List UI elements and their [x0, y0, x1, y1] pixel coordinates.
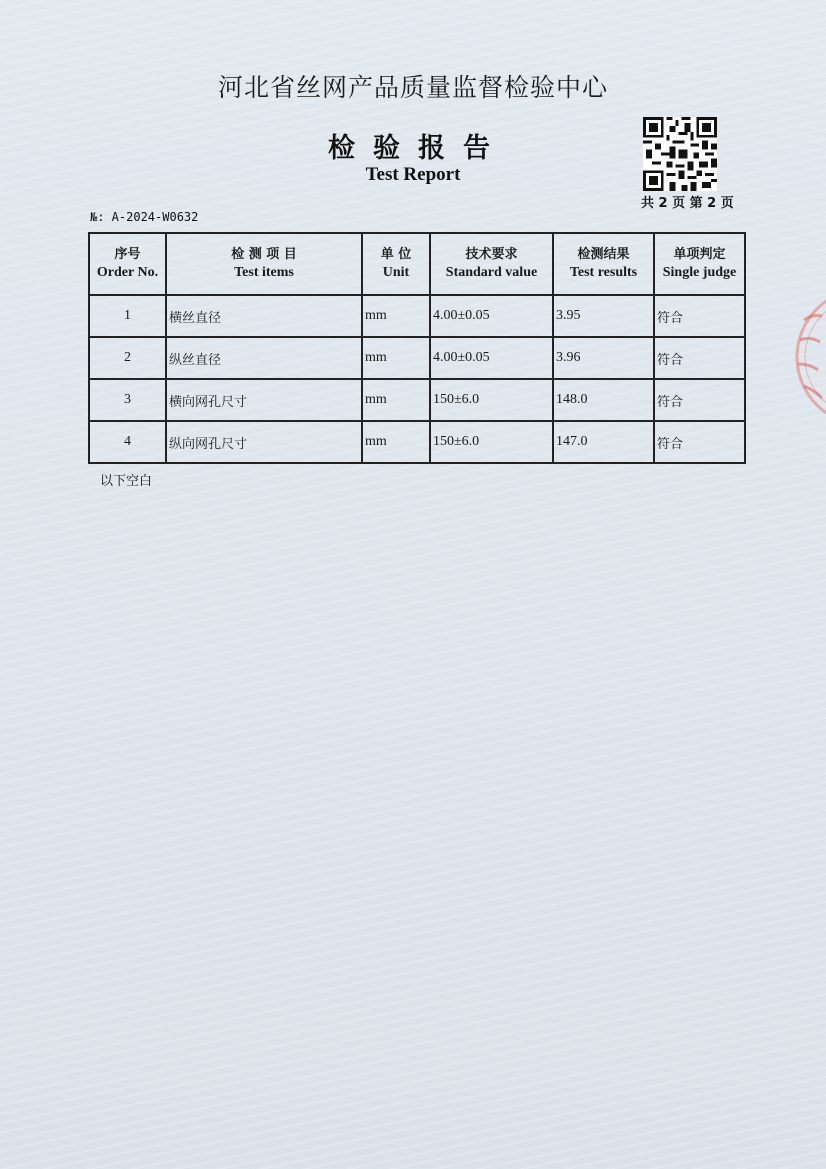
cell-order: 1	[89, 295, 166, 337]
col-header-unit: 单 位 Unit	[362, 233, 430, 295]
table-row	[89, 337, 745, 379]
table-row	[89, 421, 745, 463]
cell-result: 3.96	[553, 337, 654, 379]
col-header-standard: 技术要求 Standard value	[430, 233, 553, 295]
cell-result: 147.0	[553, 421, 654, 463]
table-header-row	[89, 233, 745, 295]
cell-item: 横向网孔尺寸	[166, 379, 362, 421]
cell-judge: 符合	[654, 295, 745, 337]
report-title-en: Test Report	[365, 164, 461, 185]
cell-order: 4	[89, 421, 166, 463]
cell-item: 纵丝直径	[166, 337, 362, 379]
cell-standard: 4.00±0.05	[430, 295, 553, 337]
col-header-result: 检测结果 Test results	[553, 233, 654, 295]
cell-standard: 150±6.0	[430, 421, 553, 463]
results-table	[88, 232, 746, 464]
col-header-order: 序号 Order No.	[89, 233, 166, 295]
cell-result: 3.95	[553, 295, 654, 337]
cell-unit: mm	[362, 295, 430, 337]
col-header-judge: 单项判定 Single judge	[654, 233, 745, 295]
page-count: 共 2 页 第 2 页	[641, 196, 734, 211]
table-row	[89, 295, 745, 337]
qr-code-icon	[643, 117, 717, 191]
cell-judge: 符合	[654, 337, 745, 379]
cell-judge: 符合	[654, 421, 745, 463]
col-header-item: 检 测 项 目 Test items	[166, 233, 362, 295]
organization-title: 河北省丝网产品质量监督检验中心	[217, 73, 608, 102]
table-row	[89, 379, 745, 421]
cell-item: 横丝直径	[166, 295, 362, 337]
cell-result: 148.0	[553, 379, 654, 421]
cell-standard: 150±6.0	[430, 379, 553, 421]
cell-judge: 符合	[654, 379, 745, 421]
cell-unit: mm	[362, 337, 430, 379]
cell-standard: 4.00±0.05	[430, 337, 553, 379]
cell-order: 2	[89, 337, 166, 379]
cell-unit: mm	[362, 421, 430, 463]
official-seal-icon	[790, 282, 826, 432]
report-number: №: A-2024-W0632	[90, 210, 199, 224]
cell-item: 纵向网孔尺寸	[166, 421, 362, 463]
blank-below-note: 以下空白	[100, 474, 153, 489]
cell-unit: mm	[362, 379, 430, 421]
cell-order: 3	[89, 379, 166, 421]
report-title-cn: 检验报告	[328, 133, 508, 164]
